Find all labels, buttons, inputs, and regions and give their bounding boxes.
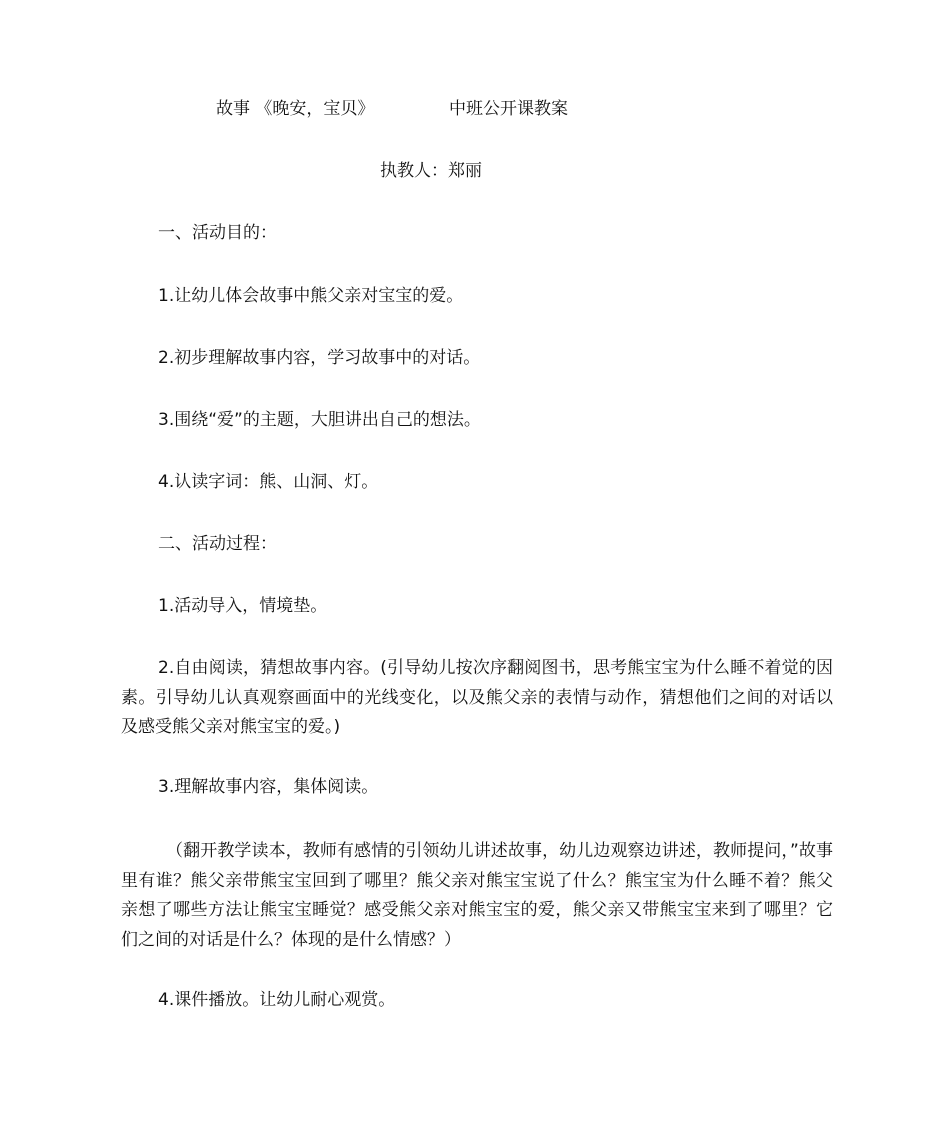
section-heading-process: 二、活动过程： bbox=[158, 534, 277, 554]
objective-item: 4.认读字词：熊、山洞、灯。 bbox=[158, 472, 379, 492]
process-step-paragraph: 2.自由阅读，猜想故事内容。(引导幼儿按次序翻阅图书，思考熊宝宝为什么睡不着觉的因素。引导幼儿认真观察画面中的光线变化，以及熊父亲的表情与动作，猜想他们之间的对话以及感受熊父亲对熊宝宝的爱。) bbox=[121, 658, 833, 737]
objective-item: 2.初步理解故事内容，学习故事中的对话。 bbox=[158, 348, 481, 368]
objective-item: 1.让幼儿体会故事中熊父亲对宝宝的爱。 bbox=[158, 286, 464, 306]
process-step: 3.理解故事内容，集体阅读。 bbox=[158, 777, 379, 797]
section-heading-objectives: 一、活动目的： bbox=[158, 223, 277, 243]
document-title: 故事 《晚安，宝贝》 bbox=[216, 99, 375, 119]
process-step: 1.活动导入，情境垫。 bbox=[158, 596, 328, 616]
objective-item: 3.围绕“爱”的主题，大胆讲出自己的想法。 bbox=[158, 410, 481, 430]
process-step-detail: （翻开教学读本，教师有感情的引领幼儿讲述故事，幼儿边观察边讲述，教师提问，”故事里有谁？熊父亲带熊宝宝回到了哪里？熊父亲对熊宝宝说了什么？熊宝宝为什么睡不着？熊父亲想了哪些方法让熊宝宝睡觉？感受熊父亲对熊宝宝的爱，熊父亲又带熊宝宝来到了哪里？它们之间的对话是什么？体现的是什么情感？） bbox=[121, 841, 833, 950]
document-subtitle: 中班公开课教案 bbox=[449, 99, 568, 119]
teacher-line: 执教人：郑丽 bbox=[380, 161, 482, 181]
process-step: 4.课件播放。让幼儿耐心观赏。 bbox=[158, 990, 396, 1010]
